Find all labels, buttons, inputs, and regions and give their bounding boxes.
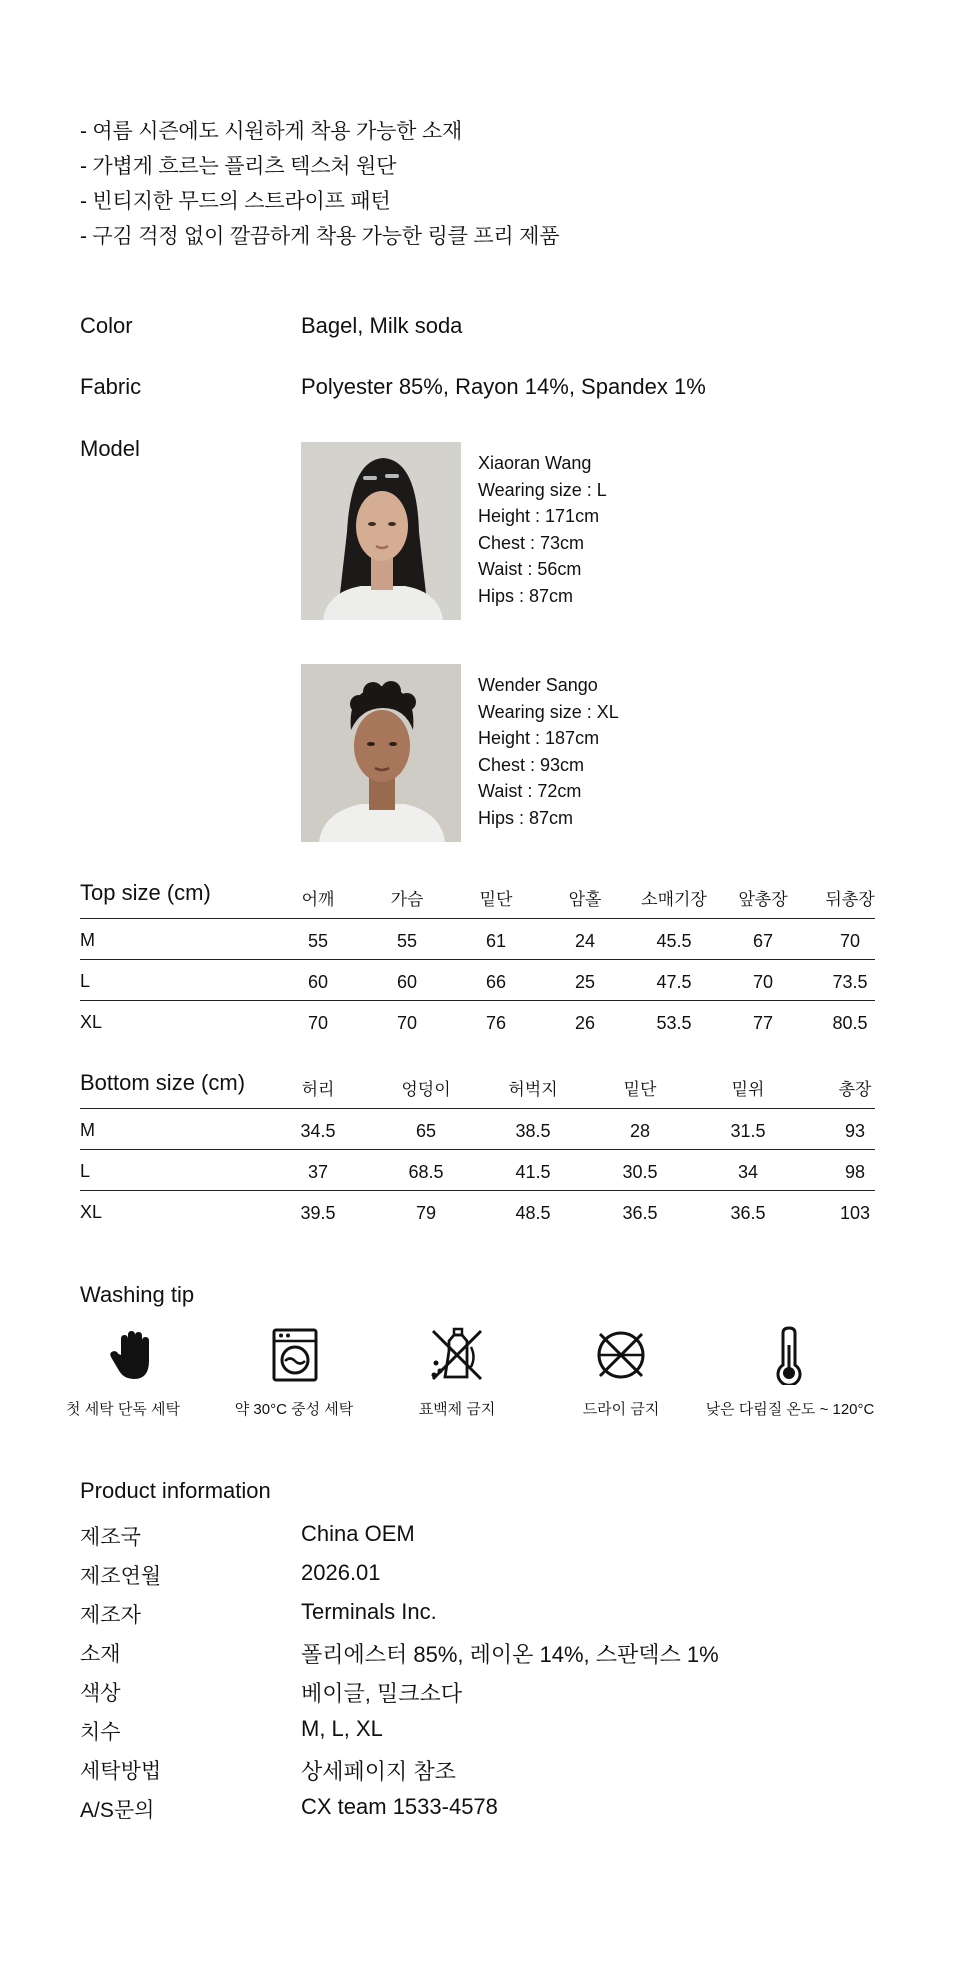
- model-card-1: [301, 442, 901, 620]
- table-cell: 53.5: [656, 1013, 692, 1033]
- column-header: 어깨: [301, 890, 335, 909]
- column-header: 가슴: [390, 890, 424, 909]
- hand-wash-icon: [103, 1325, 163, 1385]
- table-cell: 39.5: [300, 1203, 336, 1223]
- column-header: 밑단: [479, 890, 513, 909]
- feature-bullet: - 가볍게 흐르는 플리츠 텍스처 원단: [80, 155, 397, 178]
- feature-bullet: - 빈티지한 무드의 스트라이프 패턴: [80, 190, 391, 213]
- table-cell: 73.5: [832, 972, 868, 992]
- table-cell: 34: [737, 1162, 759, 1182]
- table-cell: 26: [574, 1013, 596, 1033]
- product-info-key: 색상: [80, 1682, 121, 1705]
- table-row: [80, 1001, 875, 1041]
- column-header: 총장: [838, 1080, 872, 1099]
- fabric-value: Polyester 85%, Rayon 14%, Spandex 1%: [301, 374, 706, 399]
- model-label: Model: [80, 436, 140, 461]
- feature-bullet: - 여름 시즌에도 시원하게 착용 가능한 소재: [80, 120, 463, 143]
- table-cell: 98: [844, 1162, 866, 1182]
- product-info-row: [0, 1755, 960, 1794]
- table-row: [80, 1150, 875, 1191]
- table-cell: 30.5: [622, 1162, 658, 1182]
- product-info-value: 베이글, 밀크소다: [301, 1681, 462, 1706]
- fabric-label: Fabric: [80, 374, 142, 399]
- product-info-key: 치수: [80, 1721, 121, 1744]
- top-size-table: [80, 878, 875, 1041]
- table-cell: 70: [307, 1013, 329, 1033]
- product-info-row: [0, 1560, 960, 1599]
- model-waist: Waist : 56cm: [478, 559, 582, 579]
- table-cell: 93: [844, 1121, 866, 1141]
- table-cell: 41.5: [515, 1162, 551, 1182]
- model-name: Wender Sango: [478, 675, 598, 695]
- thermometer-icon: [759, 1325, 819, 1385]
- table-cell: 55: [307, 931, 329, 951]
- bottom-size-table: [80, 1068, 875, 1231]
- column-header: 뒤총장: [825, 890, 875, 909]
- table-cell: 36.5: [730, 1203, 766, 1223]
- table-row: [80, 1191, 875, 1231]
- column-header: 허벅지: [508, 1080, 558, 1099]
- table-cell: 68.5: [408, 1162, 444, 1182]
- product-info-row: [0, 1716, 960, 1755]
- no-dry-clean-icon: [591, 1325, 651, 1385]
- table-cell: 79: [415, 1203, 437, 1223]
- model-name: Xiaoran Wang: [478, 453, 592, 473]
- model-hips: Hips : 87cm: [478, 585, 574, 606]
- column-header: 소매기장: [641, 890, 707, 909]
- product-info-value: CX team 1533-4578: [301, 1794, 498, 1819]
- table-cell: 70: [839, 931, 861, 951]
- no-bleach-icon: [427, 1325, 487, 1385]
- product-info-row: [0, 1794, 960, 1833]
- product-info-value: 폴리에스터 85%, 레이온 14%, 스판덱스 1%: [301, 1642, 719, 1667]
- table-cell: 25: [574, 972, 596, 992]
- model-info-2: [478, 672, 619, 831]
- product-info-value: M, L, XL: [301, 1716, 383, 1741]
- product-info-value: 2026.01: [301, 1560, 381, 1585]
- model-height: Height : 187cm: [478, 728, 600, 748]
- product-info-row: [0, 1599, 960, 1638]
- product-info-key: A/S문의: [80, 1799, 155, 1822]
- table-cell: 65: [415, 1121, 437, 1141]
- size-label: XL: [80, 1202, 103, 1222]
- size-label: L: [80, 1161, 91, 1181]
- size-label: M: [80, 930, 95, 950]
- table-cell: 76: [485, 1013, 507, 1033]
- size-label: XL: [80, 1012, 103, 1032]
- model-info-1: [478, 450, 607, 609]
- model-wearing-size: Wearing size : XL: [478, 701, 619, 722]
- column-header: 앞총장: [738, 890, 788, 909]
- table-cell: 77: [752, 1013, 774, 1033]
- washing-tip-title: Washing tip: [80, 1282, 195, 1307]
- table-cell: 66: [485, 972, 507, 992]
- table-cell: 45.5: [656, 931, 692, 951]
- table-cell: 28: [629, 1121, 651, 1141]
- table-cell: 37: [307, 1162, 329, 1182]
- size-label: M: [80, 1120, 95, 1140]
- table-cell: 47.5: [656, 972, 692, 992]
- product-info-key: 제조국: [80, 1526, 141, 1549]
- column-header: 엉덩이: [401, 1080, 451, 1099]
- table-cell: 34.5: [300, 1121, 336, 1141]
- model-waist: Waist : 72cm: [478, 781, 582, 801]
- table-cell: 70: [752, 972, 774, 992]
- size-label: L: [80, 971, 91, 991]
- table-row: [80, 960, 875, 1001]
- feature-bullets: [80, 114, 880, 254]
- model-photo-female: [301, 442, 461, 620]
- table-cell: 60: [307, 972, 329, 992]
- product-info-key: 제조연월: [80, 1565, 162, 1588]
- column-header: 암홀: [568, 890, 602, 909]
- column-header: 밑단: [623, 1080, 657, 1099]
- model-chest: Chest : 73cm: [478, 532, 585, 553]
- model-chest: Chest : 93cm: [478, 754, 585, 775]
- model-wearing-size: Wearing size : L: [478, 479, 607, 500]
- table-title: Top size (cm): [80, 880, 211, 905]
- model-hips: Hips : 87cm: [478, 807, 574, 828]
- product-info-row: [0, 1638, 960, 1677]
- product-info-value: China OEM: [301, 1521, 415, 1546]
- table-cell: 60: [396, 972, 418, 992]
- table-cell: 67: [752, 931, 774, 951]
- color-value: Bagel, Milk soda: [301, 313, 463, 338]
- product-info-value: Terminals Inc.: [301, 1599, 437, 1624]
- table-row: [80, 1109, 875, 1150]
- product-info-value: 상세페이지 참조: [301, 1759, 456, 1784]
- model-photo-male: [301, 664, 461, 842]
- table-cell: 24: [574, 931, 596, 951]
- feature-bullet: - 구김 걱정 없이 깔끔하게 착용 가능한 링클 프리 제품: [80, 225, 560, 248]
- product-info-key: 소재: [80, 1643, 121, 1666]
- washing-machine-icon: [265, 1325, 325, 1385]
- table-cell: 36.5: [622, 1203, 658, 1223]
- wash-label-no-bleach: 표백제 금지: [418, 1401, 496, 1418]
- table-cell: 61: [485, 931, 507, 951]
- table-cell: 55: [396, 931, 418, 951]
- model-card-2: [301, 664, 901, 842]
- table-header: [80, 1068, 875, 1109]
- wash-label-machine: 약 30°C 중성 세탁: [234, 1401, 354, 1418]
- product-info-title: Product information: [80, 1478, 271, 1503]
- table-cell: 70: [396, 1013, 418, 1033]
- wash-label-hand-wash: 첫 세탁 단독 세탁: [66, 1401, 180, 1418]
- table-cell: 31.5: [730, 1121, 766, 1141]
- table-row: [80, 919, 875, 960]
- wash-label-no-dry-clean: 드라이 금지: [582, 1401, 660, 1418]
- table-cell: 48.5: [515, 1203, 551, 1223]
- table-cell: 38.5: [515, 1121, 551, 1141]
- table-cell: 80.5: [832, 1013, 868, 1033]
- model-height: Height : 171cm: [478, 506, 600, 526]
- product-info-row: [0, 1677, 960, 1716]
- color-label: Color: [80, 313, 133, 338]
- product-info-key: 세탁방법: [80, 1760, 162, 1783]
- product-info-key: 제조자: [80, 1604, 141, 1627]
- table-cell: 103: [839, 1203, 871, 1223]
- table-header: [80, 878, 875, 919]
- table-title: Bottom size (cm): [80, 1070, 246, 1095]
- wash-label-ironing: 낮은 다림질 온도 ~ 120°C: [705, 1401, 875, 1418]
- column-header: 허리: [301, 1080, 335, 1099]
- product-info-row: [0, 1521, 960, 1560]
- column-header: 밑위: [731, 1080, 765, 1099]
